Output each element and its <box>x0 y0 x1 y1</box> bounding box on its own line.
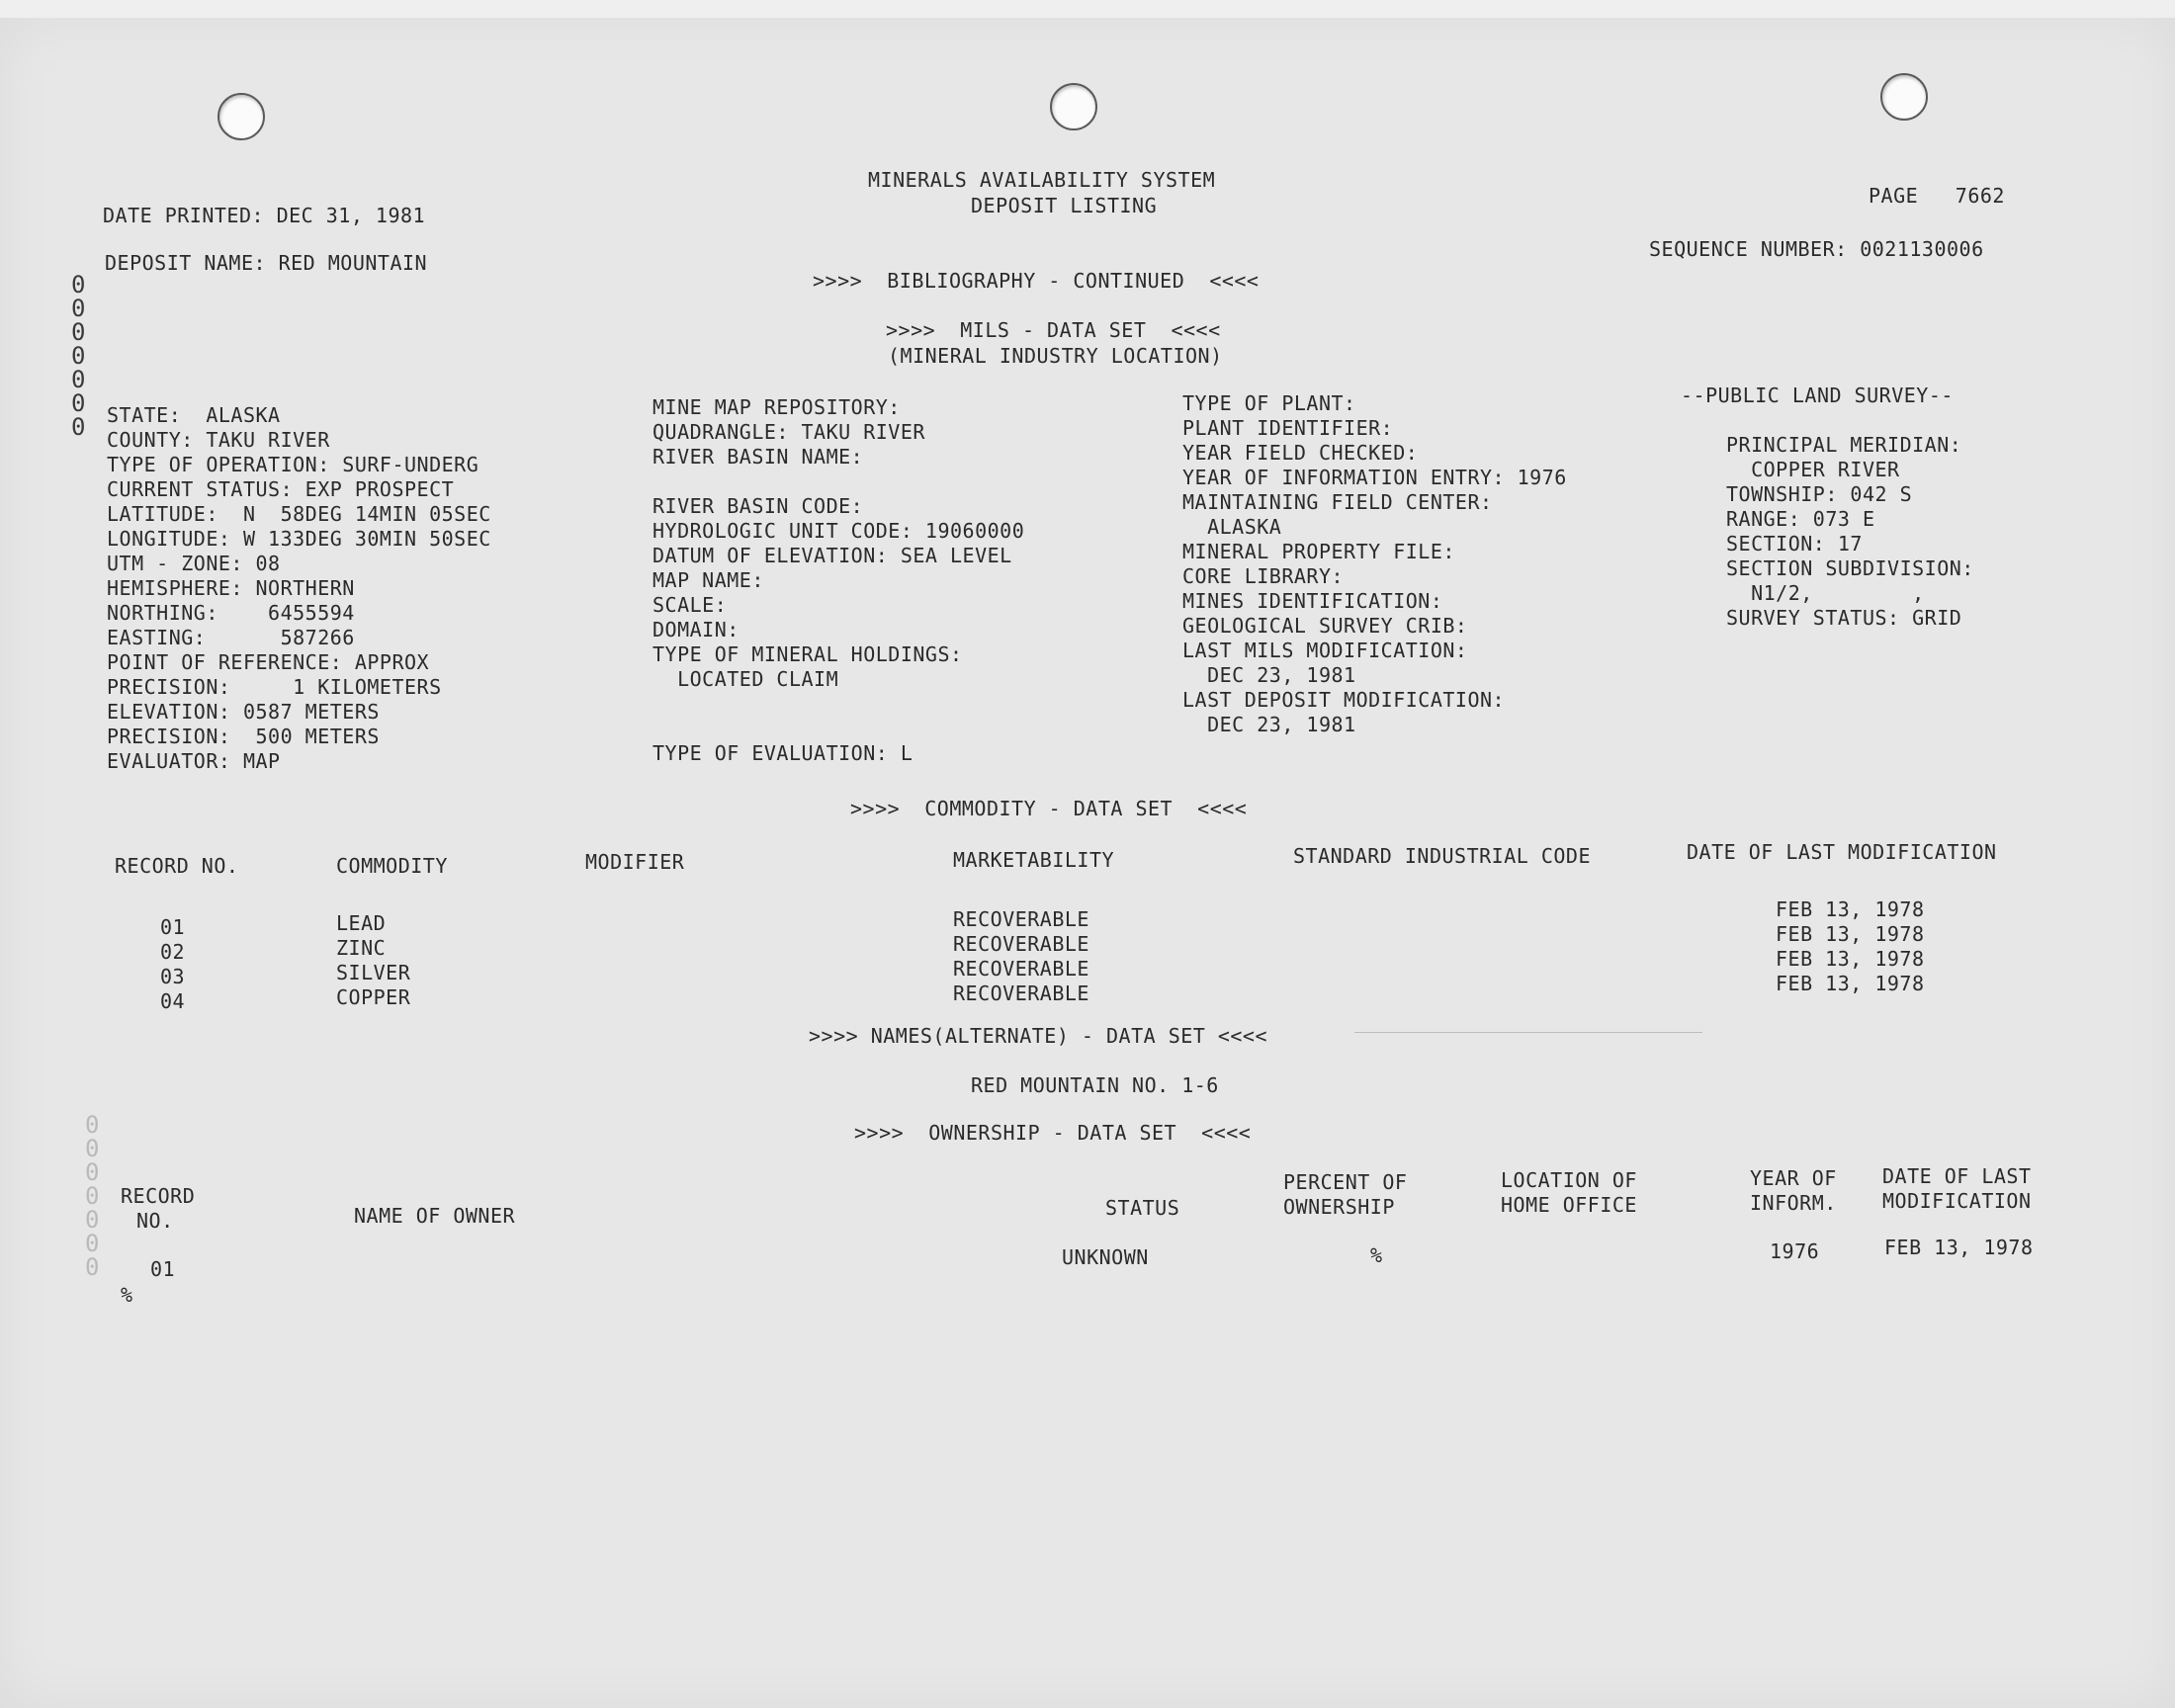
commodity-header-last-mod: DATE OF LAST MODIFICATION <box>1687 840 1997 864</box>
date-printed: DATE PRINTED: DEC 31, 1981 <box>103 204 426 227</box>
commodity-marketability: RECOVERABLE <box>953 957 1089 981</box>
ownership-date: FEB 13, 1978 <box>1884 1236 2034 1259</box>
printout-sheet <box>0 18 2175 1708</box>
commodity-date: FEB 13, 1978 <box>1776 972 1925 995</box>
margin-faint-marks <box>85 1113 100 1279</box>
survey-line: PRINCIPAL MERIDIAN: <box>1726 433 1962 457</box>
margin-faint-mark: 0 <box>85 1182 100 1210</box>
commodity-header-sic: STANDARD INDUSTRIAL CODE <box>1293 844 1591 868</box>
ownership-header-status: STATUS <box>1105 1196 1180 1220</box>
margin-faint-mark: 0 <box>85 1111 100 1139</box>
location-line: LATITUDE: N 58DEG 14MIN 05SEC <box>107 502 491 526</box>
survey-line: RANGE: 073 E <box>1726 507 1875 531</box>
ownership-footer-mark: % <box>121 1283 133 1307</box>
plant-line: PLANT IDENTIFIER: <box>1182 416 1394 440</box>
commodity-name: LEAD <box>336 911 387 935</box>
commodity-name: SILVER <box>336 961 411 984</box>
ownership-record-no: 01 <box>150 1257 176 1281</box>
survey-column <box>1726 433 1974 631</box>
map-line: TYPE OF MINERAL HOLDINGS: <box>652 642 963 666</box>
map-line: RIVER BASIN CODE: <box>652 494 864 518</box>
map-line <box>652 470 1024 494</box>
map-line: LOCATED CLAIM <box>652 667 839 691</box>
commodity-date: FEB 13, 1978 <box>1776 922 1925 946</box>
commodity-date: FEB 13, 1978 <box>1776 897 1925 921</box>
plant-line: ALASKA <box>1182 515 1282 539</box>
margin-mark: 0 <box>71 318 86 346</box>
location-line: ELEVATION: 0587 METERS <box>107 700 380 724</box>
location-line: COUNTY: TAKU RIVER <box>107 428 330 452</box>
plant-line: MINES IDENTIFICATION: <box>1182 589 1443 613</box>
commodity-marketability: RECOVERABLE <box>953 982 1089 1005</box>
commodity-record-no: 04 <box>160 989 186 1013</box>
section-commodity: >>>> COMMODITY - DATA SET <<<< <box>850 797 1248 820</box>
plant-line: MAINTAINING FIELD CENTER: <box>1182 490 1493 514</box>
commodity-header-marketability: MARKETABILITY <box>953 848 1115 872</box>
plant-column <box>1182 391 1567 737</box>
commodity-header-record-no: RECORD NO. <box>115 854 239 878</box>
plant-line: YEAR OF INFORMATION ENTRY: 1976 <box>1182 466 1567 489</box>
section-mils: >>>> MILS - DATA SET <<<< <box>886 318 1221 342</box>
commodity-date: FEB 13, 1978 <box>1776 947 1925 971</box>
ownership-header-no: NO. <box>136 1209 174 1233</box>
plant-line: LAST DEPOSIT MODIFICATION: <box>1182 688 1506 712</box>
survey-title: --PUBLIC LAND SURVEY-- <box>1681 384 1954 407</box>
ownership-header-year: YEAR OF <box>1750 1166 1837 1190</box>
survey-line: TOWNSHIP: 042 S <box>1726 482 1913 506</box>
survey-line: SURVEY STATUS: GRID <box>1726 606 1962 630</box>
map-line: SCALE: <box>652 593 728 617</box>
system-title: MINERALS AVAILABILITY SYSTEM <box>868 168 1216 192</box>
margin-faint-mark: 0 <box>85 1230 100 1257</box>
commodity-header-commodity: COMMODITY <box>336 854 448 878</box>
section-ownership: >>>> OWNERSHIP - DATA SET <<<< <box>854 1121 1252 1145</box>
binder-hole-center <box>1050 83 1097 130</box>
survey-line: SECTION: 17 <box>1726 532 1863 555</box>
divider-line <box>1354 1032 1702 1033</box>
margin-mark: 0 <box>71 295 86 322</box>
location-line: PRECISION: 1 KILOMETERS <box>107 675 442 699</box>
location-line: TYPE OF OPERATION: SURF-UNDERG <box>107 453 479 476</box>
ownership-header-home-office: HOME OFFICE <box>1501 1193 1637 1217</box>
ownership-header-ownership: OWNERSHIP <box>1283 1195 1395 1219</box>
commodity-record-no: 01 <box>160 915 186 939</box>
binder-hole-right <box>1880 73 1928 121</box>
alternate-name: RED MOUNTAIN NO. 1-6 <box>971 1073 1219 1097</box>
plant-line: TYPE OF PLANT: <box>1182 391 1356 415</box>
section-names: >>>> NAMES(ALTERNATE) - DATA SET <<<< <box>809 1024 1268 1048</box>
location-line: EASTING: 587266 <box>107 626 355 649</box>
map-line: TYPE OF EVALUATION: L <box>652 741 914 765</box>
commodity-name: ZINC <box>336 936 387 960</box>
deposit-name: DEPOSIT NAME: RED MOUNTAIN <box>105 251 428 275</box>
location-line: LONGITUDE: W 133DEG 30MIN 50SEC <box>107 527 491 551</box>
plant-line: MINERAL PROPERTY FILE: <box>1182 540 1455 563</box>
margin-faint-mark: 0 <box>85 1158 100 1186</box>
page-number: PAGE 7662 <box>1869 184 2005 208</box>
location-line: NORTHING: 6455594 <box>107 601 355 625</box>
commodity-marketability: RECOVERABLE <box>953 932 1089 956</box>
margin-faint-mark: 0 <box>85 1206 100 1234</box>
commodity-header-modifier: MODIFIER <box>585 850 685 874</box>
ownership-header-inform: INFORM. <box>1750 1191 1837 1215</box>
margin-index-marks <box>71 273 86 439</box>
plant-line: GEOLOGICAL SURVEY CRIB: <box>1182 614 1468 638</box>
ownership-header-percent: PERCENT OF <box>1283 1170 1408 1194</box>
ownership-header-last-mod: DATE OF LAST <box>1882 1164 2032 1188</box>
plant-line: YEAR FIELD CHECKED: <box>1182 441 1419 465</box>
sequence-number: SEQUENCE NUMBER: 0021130006 <box>1649 237 1984 261</box>
section-mils-subtitle: (MINERAL INDUSTRY LOCATION) <box>888 344 1223 368</box>
ownership-status: UNKNOWN <box>1062 1245 1149 1269</box>
binder-hole-left <box>218 93 265 140</box>
map-line: DOMAIN: <box>652 618 740 641</box>
plant-line: CORE LIBRARY: <box>1182 564 1345 588</box>
ownership-header-modification: MODIFICATION <box>1882 1189 2032 1213</box>
map-line: MAP NAME: <box>652 568 764 592</box>
section-bibliography: >>>> BIBLIOGRAPHY - CONTINUED <<<< <box>813 269 1260 293</box>
survey-line: COPPER RIVER <box>1726 458 1900 481</box>
location-line: CURRENT STATUS: EXP PROSPECT <box>107 477 455 501</box>
margin-faint-mark: 0 <box>85 1135 100 1162</box>
listing-title: DEPOSIT LISTING <box>971 194 1158 217</box>
map-line <box>652 692 1024 717</box>
commodity-marketability: RECOVERABLE <box>953 907 1089 931</box>
margin-mark: 0 <box>71 342 86 370</box>
margin-faint-mark: 0 <box>85 1253 100 1281</box>
map-line: RIVER BASIN NAME: <box>652 445 864 469</box>
map-line: MINE MAP REPOSITORY: <box>652 395 901 419</box>
map-line: HYDROLOGIC UNIT CODE: 19060000 <box>652 519 1025 543</box>
margin-mark: 0 <box>71 271 86 299</box>
plant-line: LAST MILS MODIFICATION: <box>1182 639 1468 662</box>
location-line: UTM - ZONE: 08 <box>107 552 281 575</box>
ownership-header-owner: NAME OF OWNER <box>354 1204 516 1228</box>
location-line: HEMISPHERE: NORTHERN <box>107 576 355 600</box>
map-line: QUADRANGLE: TAKU RIVER <box>652 420 925 444</box>
margin-mark: 0 <box>71 389 86 417</box>
location-line: EVALUATOR: MAP <box>107 749 281 773</box>
survey-line: N1/2, , <box>1726 581 1925 605</box>
map-column <box>652 395 1024 766</box>
commodity-record-no: 02 <box>160 940 186 964</box>
location-line: POINT OF REFERENCE: APPROX <box>107 650 430 674</box>
location-column <box>107 403 491 774</box>
map-line: DATUM OF ELEVATION: SEA LEVEL <box>652 544 1012 567</box>
ownership-percent: % <box>1370 1243 1383 1267</box>
margin-mark: 0 <box>71 366 86 393</box>
ownership-header-record: RECORD <box>121 1184 196 1208</box>
location-line: STATE: ALASKA <box>107 403 281 427</box>
plant-line: DEC 23, 1981 <box>1182 713 1356 736</box>
commodity-record-no: 03 <box>160 965 186 988</box>
margin-mark: 0 <box>71 413 86 441</box>
ownership-year: 1976 <box>1770 1239 1820 1263</box>
ownership-header-location: LOCATION OF <box>1501 1168 1637 1192</box>
map-line <box>652 717 1024 741</box>
commodity-name: COPPER <box>336 985 411 1009</box>
survey-line: SECTION SUBDIVISION: <box>1726 556 1974 580</box>
plant-line: DEC 23, 1981 <box>1182 663 1356 687</box>
location-line: PRECISION: 500 METERS <box>107 725 380 748</box>
